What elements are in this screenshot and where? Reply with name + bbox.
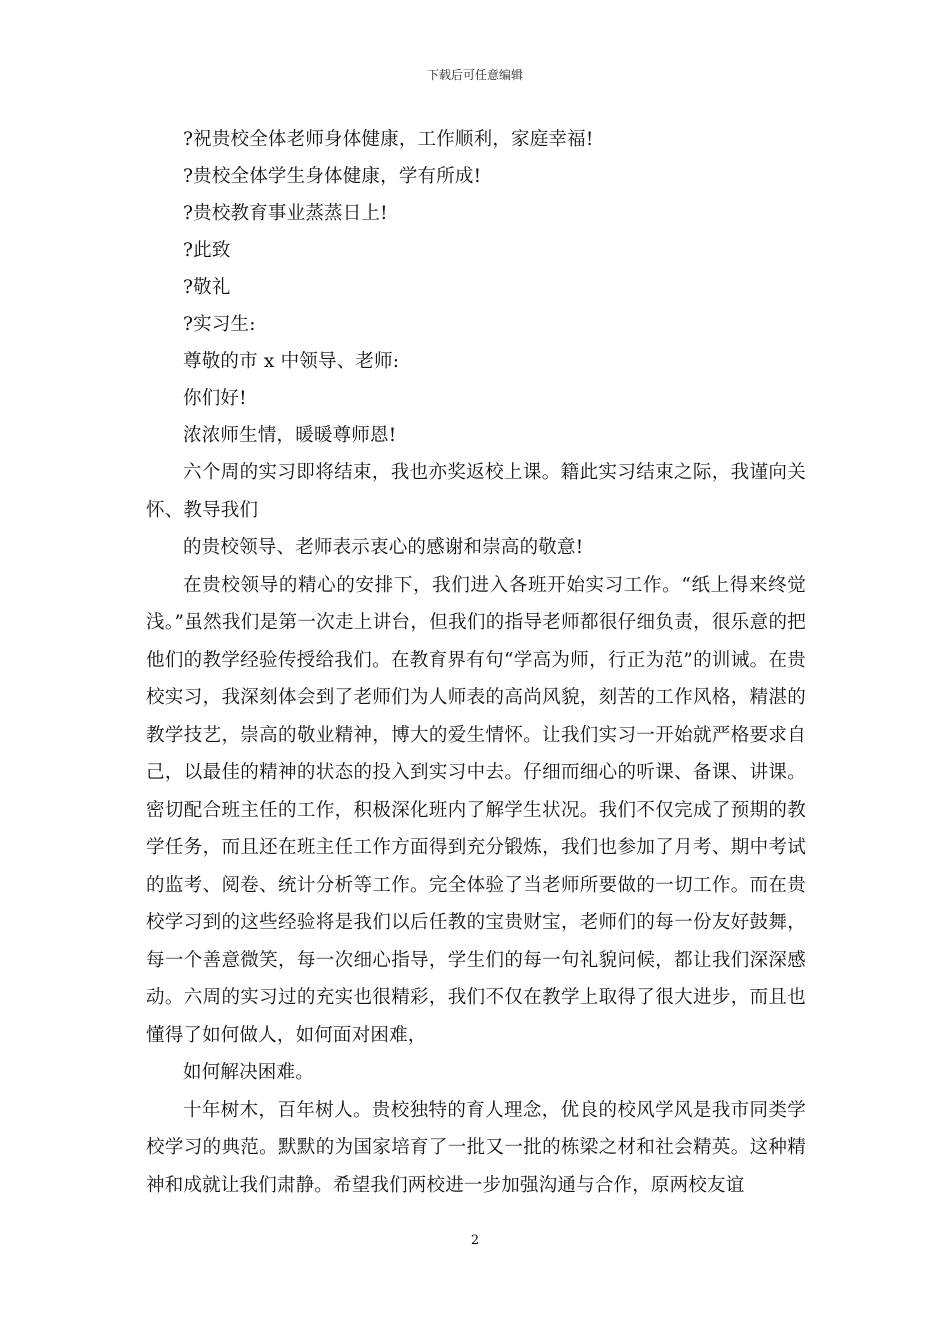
salutation: 尊敬的市 x 中领导、老师:	[183, 351, 400, 372]
greeting: 你们好!	[183, 388, 247, 409]
paragraph: 六个周的实习即将结束，我也亦奖返校上课。籍此实习结束之际，我谨向关怀、教导我们	[146, 462, 806, 521]
page-number: 2	[470, 1233, 480, 1248]
text-line: ?此致	[183, 240, 231, 261]
paragraph: 如何解决困难。	[183, 1062, 314, 1083]
text-line: ?祝贵校全体老师身体健康，工作顺利，家庭幸福!	[183, 129, 594, 150]
paragraph: 十年树木，百年树人。贵校独特的育人理念，优良的校风学风是我市同类学校学习的典范。默默的为国家培育了一批又一批的栋梁之材和社会精英。这种精神和成就让我们肃静。希望我们两校进一步加强沟通与合作，原两校友谊	[146, 1099, 806, 1196]
page-header: 下载后可任意编辑	[426, 68, 523, 82]
text-line: ?贵校全体学生身体健康，学有所成!	[183, 166, 482, 187]
text-line: 浓浓师生情，暖暖尊师恩!	[183, 425, 397, 446]
document-body	[146, 121, 806, 1204]
paragraph: 在贵校领导的精心的安排下，我们进入各班开始实习工作。“纸上得来终觉浅。”虽然我们是第一次走上讲台，但我们的指导老师都很仔细负责，很乐意的把他们的教学经验传授给我们。在教育界有句“学高为师，行正为范”的训诫。在贵校实习，我深刻体会到了老师们为人师表的高尚风貌，刻苦的工作风格，精湛的教学技艺，崇高的敬业精神，博大的爱生情怀。让我们实习一开始就严格要求自己，以最佳的精神的状态的投入到实习中去。仔细而细心的听课、备课、讲课。密切配合班主任的工作，积极深化班内了解学生状况。我们不仅完成了预期的教学任务，而且还在班主任工作方面得到充分锻炼，我们也参加了月考、期中考试的监考、阅卷、统计分析等工作。完全体验了当老师所要做的一切工作。而在贵校学习到的这些经验将是我们以后任教的宝贵财宝，老师们的每一份友好鼓舞，每一个善意微笑，每一次细心指导，学生们的每一句礼貌问候，都让我们深深感动。六周的实习过的充实也很精彩，我们不仅在教学上取得了很大进步，而且也懂得了如何做人，如何面对困难，	[146, 574, 806, 1046]
text-line: ?贵校教育事业蒸蒸日上!	[183, 203, 388, 224]
text-line: ?实习生:	[183, 314, 256, 335]
paragraph: 的贵校领导、老师表示衷心的感谢和崇高的敬意!	[183, 537, 584, 558]
text-line: ?敬礼	[183, 277, 231, 298]
